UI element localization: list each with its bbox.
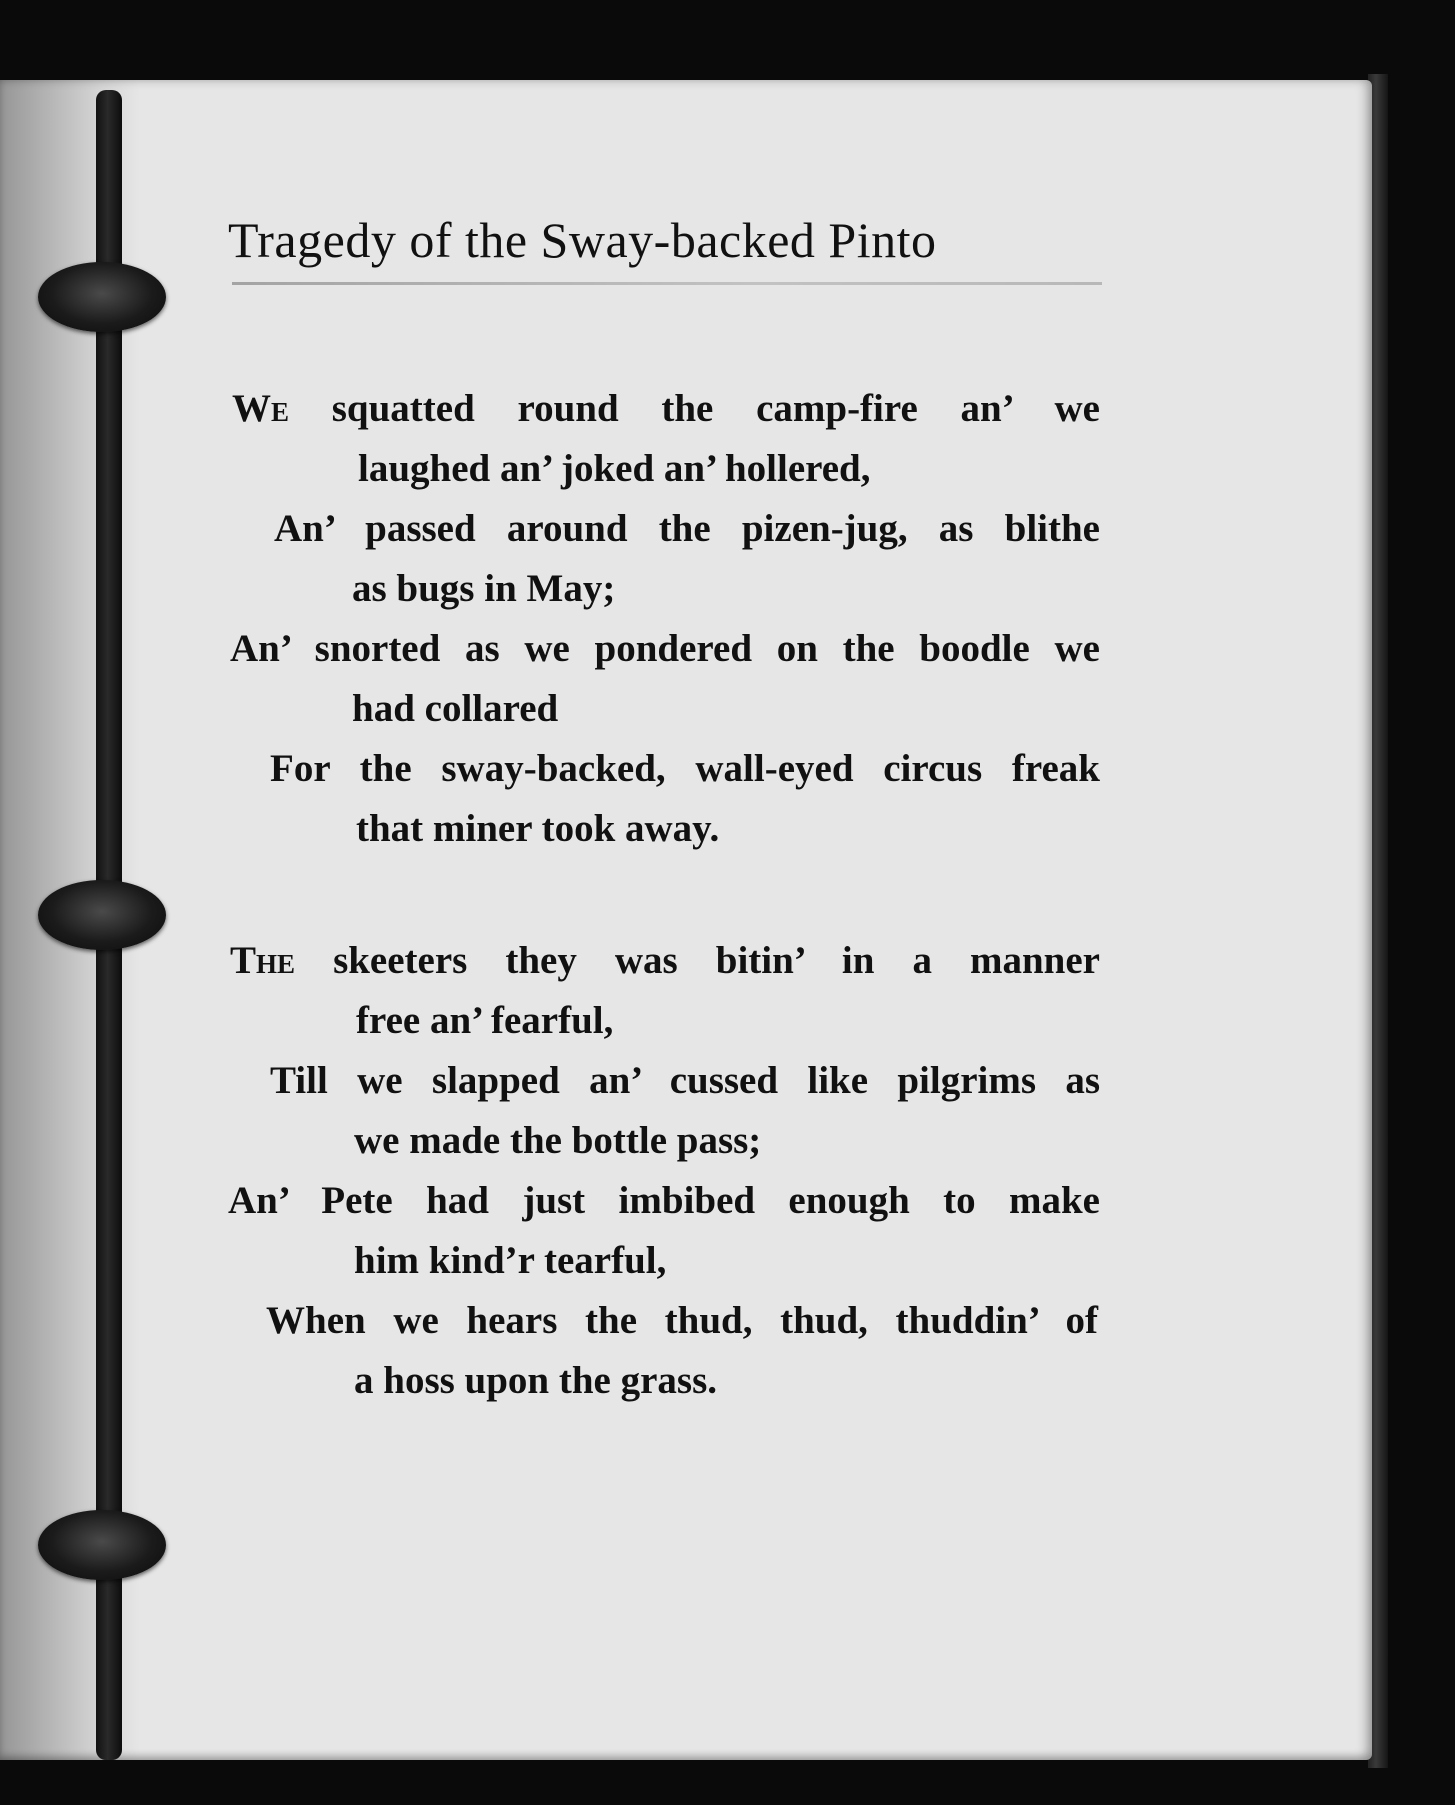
stanza-2-lead-word: The	[230, 939, 296, 982]
stanza-1-line-7: For the sway-backed, wall-eyed circus freak	[270, 747, 1100, 790]
stanza-2-line-1-text: skeeters they was bitin’ in a manner	[333, 939, 1100, 982]
stanza-2-line-8: a hoss upon the grass.	[354, 1359, 718, 1402]
stanza-1-lead-word: We	[232, 387, 290, 430]
stanza-1-line-3: An’ passed around the pizen-jug, as blithe	[274, 507, 1100, 550]
stanza-1-line-4: as bugs in May;	[352, 567, 616, 610]
stanza-1-line-6: had collared	[352, 687, 559, 730]
stanza-2-line-3: Till we slapped an’ cussed like pilgrims as	[270, 1059, 1100, 1102]
title-rule	[232, 282, 1102, 285]
stanza-2-line-2: free an’ fearful,	[356, 999, 614, 1042]
poem-title: Tragedy of the Sway-backed Pinto	[228, 212, 937, 268]
stanza-2-line-5: An’ Pete had just imbibed enough to make	[228, 1179, 1100, 1222]
stanza-1-line-5: An’ snorted as we pondered on the boodle we	[230, 627, 1100, 670]
stanza-2-line-7: When we hears the thud, thud, thuddin’ of	[266, 1299, 1098, 1342]
stanza-1-line-2: laughed an’ joked an’ hollered,	[358, 447, 871, 490]
stanza-1-line-1-text: squatted round the camp-fire an’ we	[331, 387, 1100, 430]
stanza-1-line-1	[232, 384, 1100, 434]
stanza-2-line-1	[230, 936, 1100, 986]
stanza-1-line-8: that miner took away.	[356, 807, 720, 850]
stanza-2-line-6: him kind’r tearful,	[354, 1239, 667, 1282]
stanza-2-line-4: we made the bottle pass;	[354, 1119, 762, 1162]
